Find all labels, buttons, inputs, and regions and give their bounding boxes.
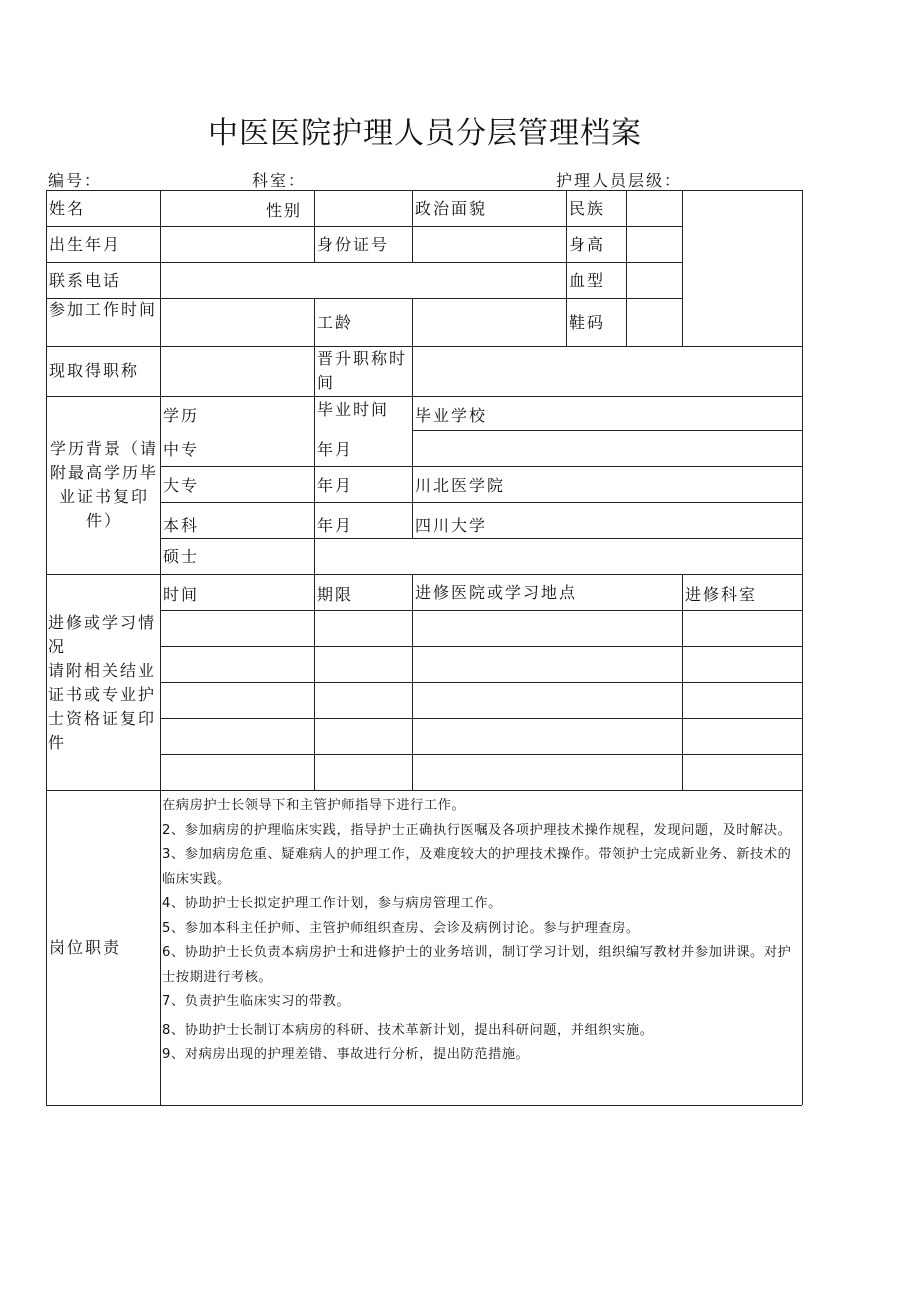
page-title: 中医医院护理人员分层管理档案 [208, 116, 642, 151]
edu-degree: 大专 [163, 476, 200, 495]
training-header-place: 进修医院或学习地点 [415, 583, 578, 602]
edu-header-grad-time: 毕业时间 [317, 400, 390, 419]
duty-item: 8、协助护士长制订本病房的科研、技术革新计划，提出科研问题，并组织实施。 [162, 1022, 654, 1038]
edu-school: 川北医学院 [415, 476, 506, 495]
duty-item: 6、协助护士长负责本病房护士和进修护士的业务培训，制订学习计划，组织编写教材并参加讲课。对护士按期进行考核。 [162, 945, 792, 985]
edu-header-degree: 学历 [163, 406, 200, 425]
duty-item: 2、参加病房的护理临床实践，指导护士正确执行医嘱及各项护理技术操作规程，发现问题，及时解决。 [162, 822, 792, 838]
label-name: 姓名 [49, 199, 86, 218]
education-section-label: 学历背景（请附最高学历毕业证书复印件） [49, 439, 158, 530]
label-shoe: 鞋码 [569, 313, 606, 332]
training-header-time: 时间 [163, 585, 200, 604]
training-header-period: 期限 [317, 585, 354, 604]
label-work-start: 参加工作时间 [49, 300, 158, 319]
duty-item: 5、参加本科主任护师、主管护师组织查房、会诊及病例讨论。参与护理查房。 [162, 920, 640, 936]
duty-item: 在病房护士长领导下和主管护师指导下进行工作。 [162, 798, 466, 813]
label-phone: 联系电话 [49, 271, 122, 290]
duty-item: 4、协助护士长拟定护理工作计划，参与病房管理工作。 [162, 896, 502, 911]
duty-item: 7、负责护生临床实习的带教。 [162, 994, 351, 1009]
label-height: 身高 [569, 235, 606, 254]
training-header-dept: 进修科室 [685, 585, 758, 604]
duties-label: 岗位职责 [49, 938, 122, 957]
label-current-title: 现取得职称 [49, 361, 140, 380]
label-blood: 血型 [569, 271, 606, 290]
edu-degree: 本科 [163, 516, 200, 535]
edu-header-school: 毕业学校 [415, 406, 488, 425]
label-gender: 性别 [266, 201, 303, 220]
level-label: 护理人员层级： [556, 171, 683, 190]
duty-item: 9、对病房出现的护理差错、事故进行分析，提出防范措施。 [162, 1047, 530, 1062]
label-birth: 出生年月 [49, 235, 122, 254]
duty-item: 3、参加病房危重、疑难病人的护理工作，及难度较大的护理技术操作。带领护士完成新业务、新技术的临床实践。 [162, 847, 792, 887]
edu-degree: 硕士 [163, 547, 200, 566]
label-ethnicity: 民族 [569, 199, 606, 218]
edu-time: 年月 [317, 476, 354, 495]
label-political: 政治面貌 [415, 199, 488, 218]
duties-list [162, 794, 792, 1068]
edu-degree: 中专 [163, 440, 200, 459]
training-section-label: 进修或学习情况 请附相关结业证书或专业护士资格证复印件 [48, 613, 157, 752]
label-id-number: 身份证号 [317, 235, 390, 254]
label-promotion-time: 晋升职称时间 [317, 349, 408, 392]
edu-time: 年月 [317, 516, 354, 535]
edu-school: 四川大学 [415, 516, 488, 535]
label-seniority: 工龄 [317, 313, 354, 332]
number-label: 编号： [48, 171, 103, 190]
edu-time: 年月 [317, 440, 354, 459]
department-label: 科室： [252, 171, 307, 190]
